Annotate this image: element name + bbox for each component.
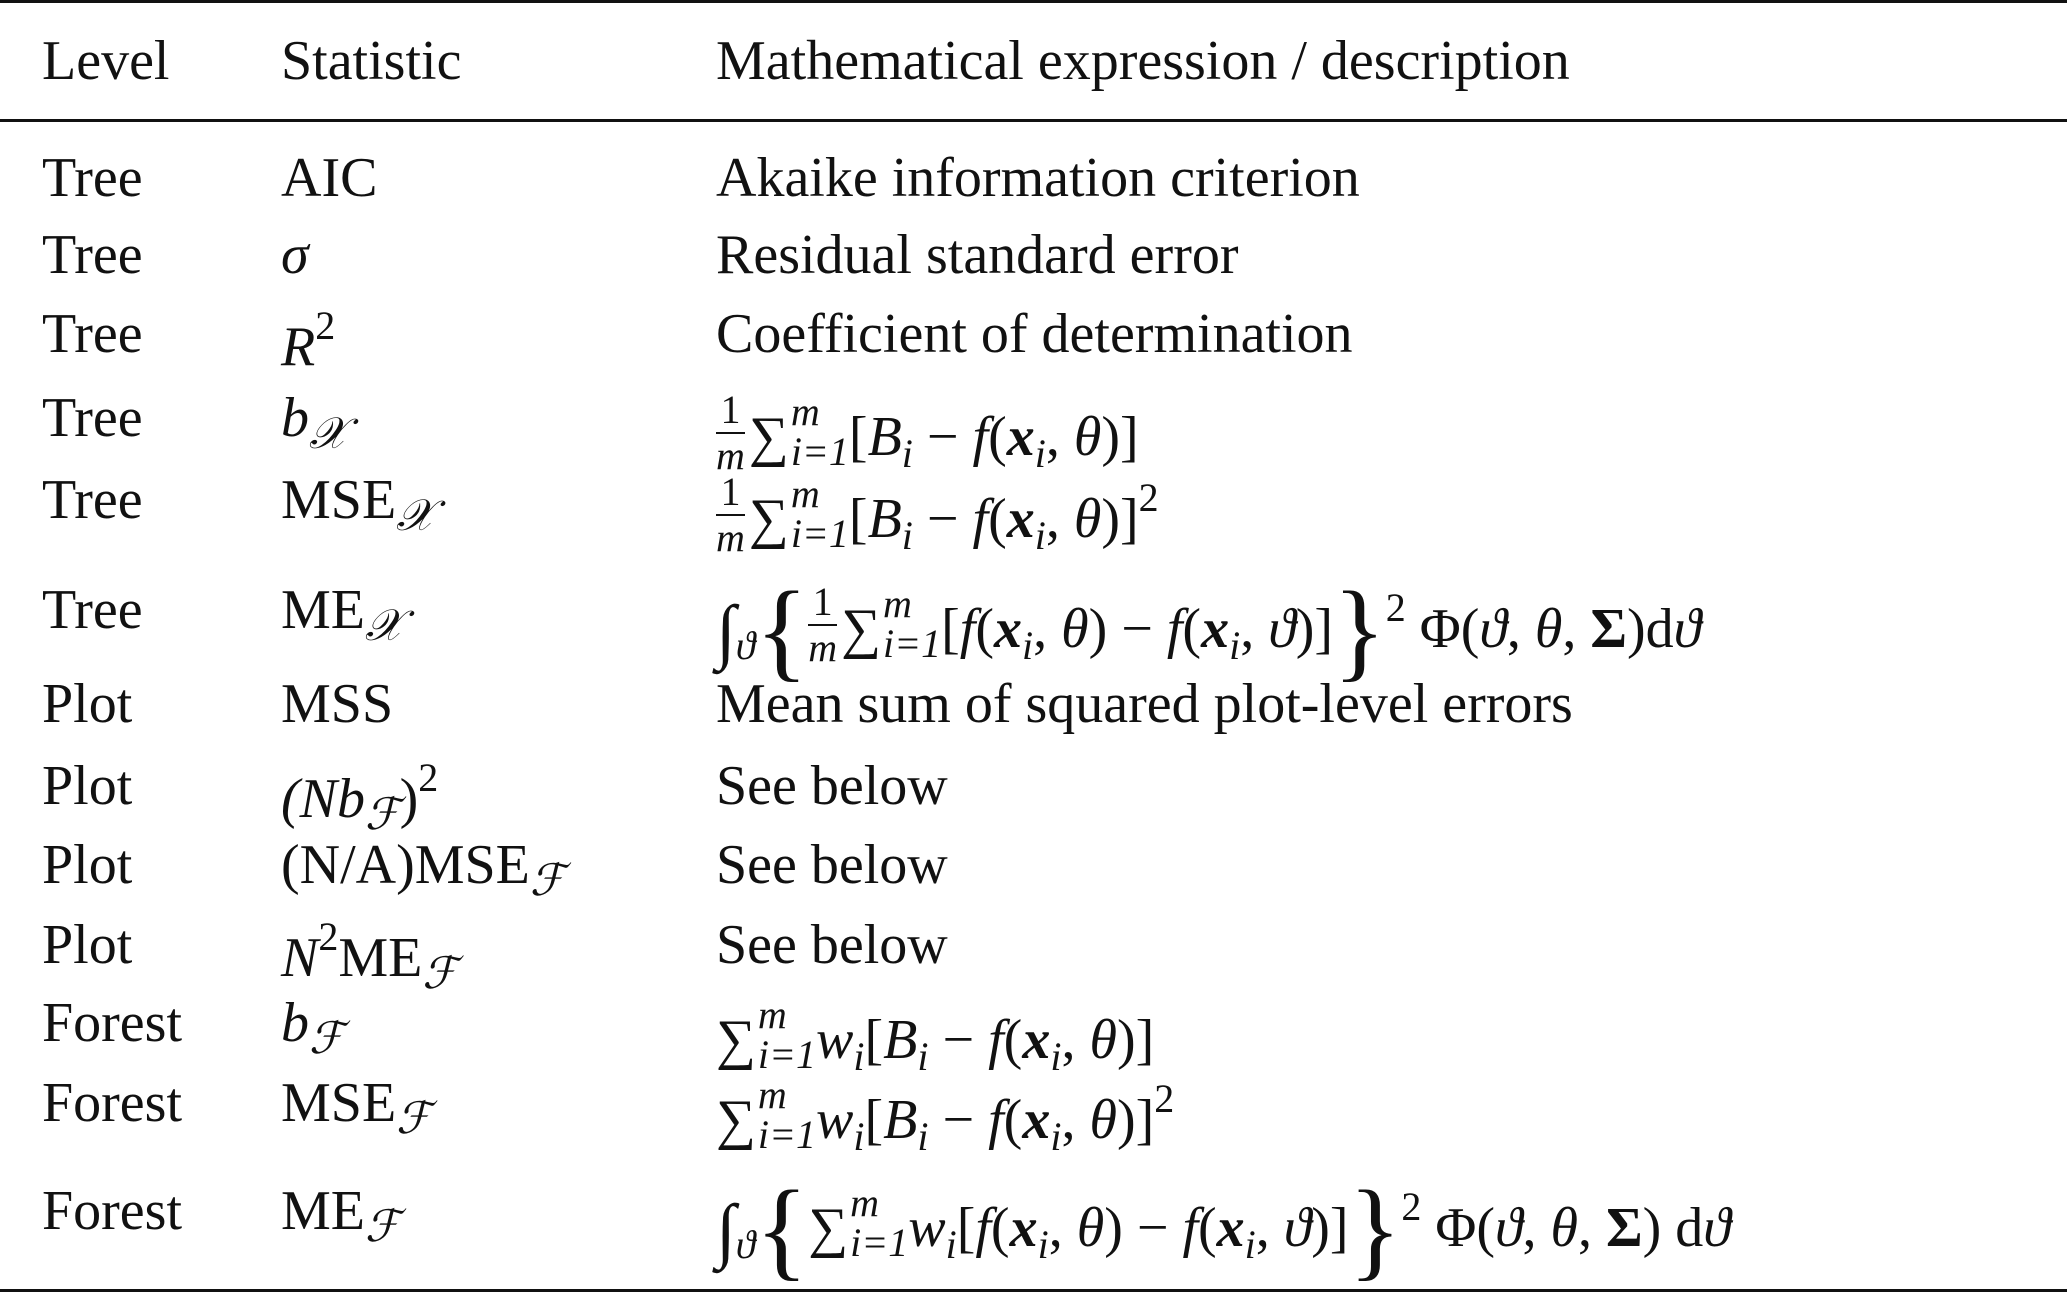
table-bottom-rule <box>0 1289 2067 1292</box>
row-statistic: $b_ℱ$ <box>281 992 344 1064</box>
row-expression: ∑ m i=1 $w_i[B_i - f(x_i$, θ)]$^2$ <box>716 1072 1175 1159</box>
row-description: See below <box>716 914 948 976</box>
row-statistic: $N^2ME_ℱ$ <box>281 914 457 999</box>
row-description: See below <box>716 755 948 817</box>
row-level: Plot <box>42 673 133 735</box>
row-description: Akaike information criterion <box>716 147 1360 209</box>
row-level: Forest <box>42 1180 182 1242</box>
row-description: See below <box>716 834 948 896</box>
row-description: Mean sum of squared plot-level errors <box>716 673 1573 735</box>
row-statistic: $b_𝒳$ <box>281 387 347 459</box>
row-level: Plot <box>42 914 133 976</box>
row-expression: $\int_ϑ\{\sum$ m i=1 $w_i[f(x_i$, $\theta) - f(x_i$, ϑ)]}$^2$ Φ(ϑ, θ, Σ) dϑ <box>716 1168 1731 1290</box>
row-level: Plot <box>42 755 133 817</box>
row-level: Forest <box>42 992 182 1054</box>
row-description: Coefficient of determination <box>716 303 1353 365</box>
row-expression: $\int_ϑ${ $\frac{1}{m}$ ∑ m i=1 [$f(x_i$, $\theta) - f(x_i$, ϑ)]}$^2$ Φ(ϑ, θ, Σ)dϑ <box>716 569 1702 691</box>
table-header-rule <box>0 119 2067 122</box>
row-level: Tree <box>42 224 143 286</box>
table-top-rule <box>0 0 2067 3</box>
row-statistic: MSS <box>281 673 394 735</box>
row-level: Tree <box>42 147 143 209</box>
row-statistic: $R^2$ <box>281 303 336 378</box>
row-statistic: σ <box>281 224 309 286</box>
row-level: Tree <box>42 469 143 531</box>
row-statistic: $(Nb_ℱ)^2$ <box>281 755 439 840</box>
row-level: Tree <box>42 303 143 365</box>
row-expression: $\frac{1}{m}$ ∑ m i=1 [$B_i - f(x_i$, θ)] <box>716 387 1139 478</box>
row-statistic: $(N/A)MSE_ℱ$ <box>281 834 565 906</box>
row-level: Tree <box>42 579 143 641</box>
row-statistic: $ME_ℱ$ <box>281 1180 400 1252</box>
header-expression: Mathematical expression / description <box>716 30 1570 92</box>
row-statistic: $MSE_𝒳$ <box>281 469 434 541</box>
row-level: Forest <box>42 1072 182 1134</box>
header-statistic: Statistic <box>281 30 462 92</box>
row-statistic: $MSE_ℱ$ <box>281 1072 431 1144</box>
row-expression: ∑ m i=1 $w_i[B_i - f(x_i$, θ)] <box>716 992 1155 1079</box>
row-level: Tree <box>42 387 143 449</box>
row-expression: $\frac{1}{m}$ ∑ m i=1 [$B_i - f(x_i$, θ)]$^2$ <box>716 469 1159 560</box>
row-level: Plot <box>42 834 133 896</box>
row-description: Residual standard error <box>716 224 1239 286</box>
row-statistic: $ME_𝒳$ <box>281 579 403 651</box>
row-statistic: AIC <box>281 147 378 209</box>
header-level: Level <box>42 30 170 92</box>
